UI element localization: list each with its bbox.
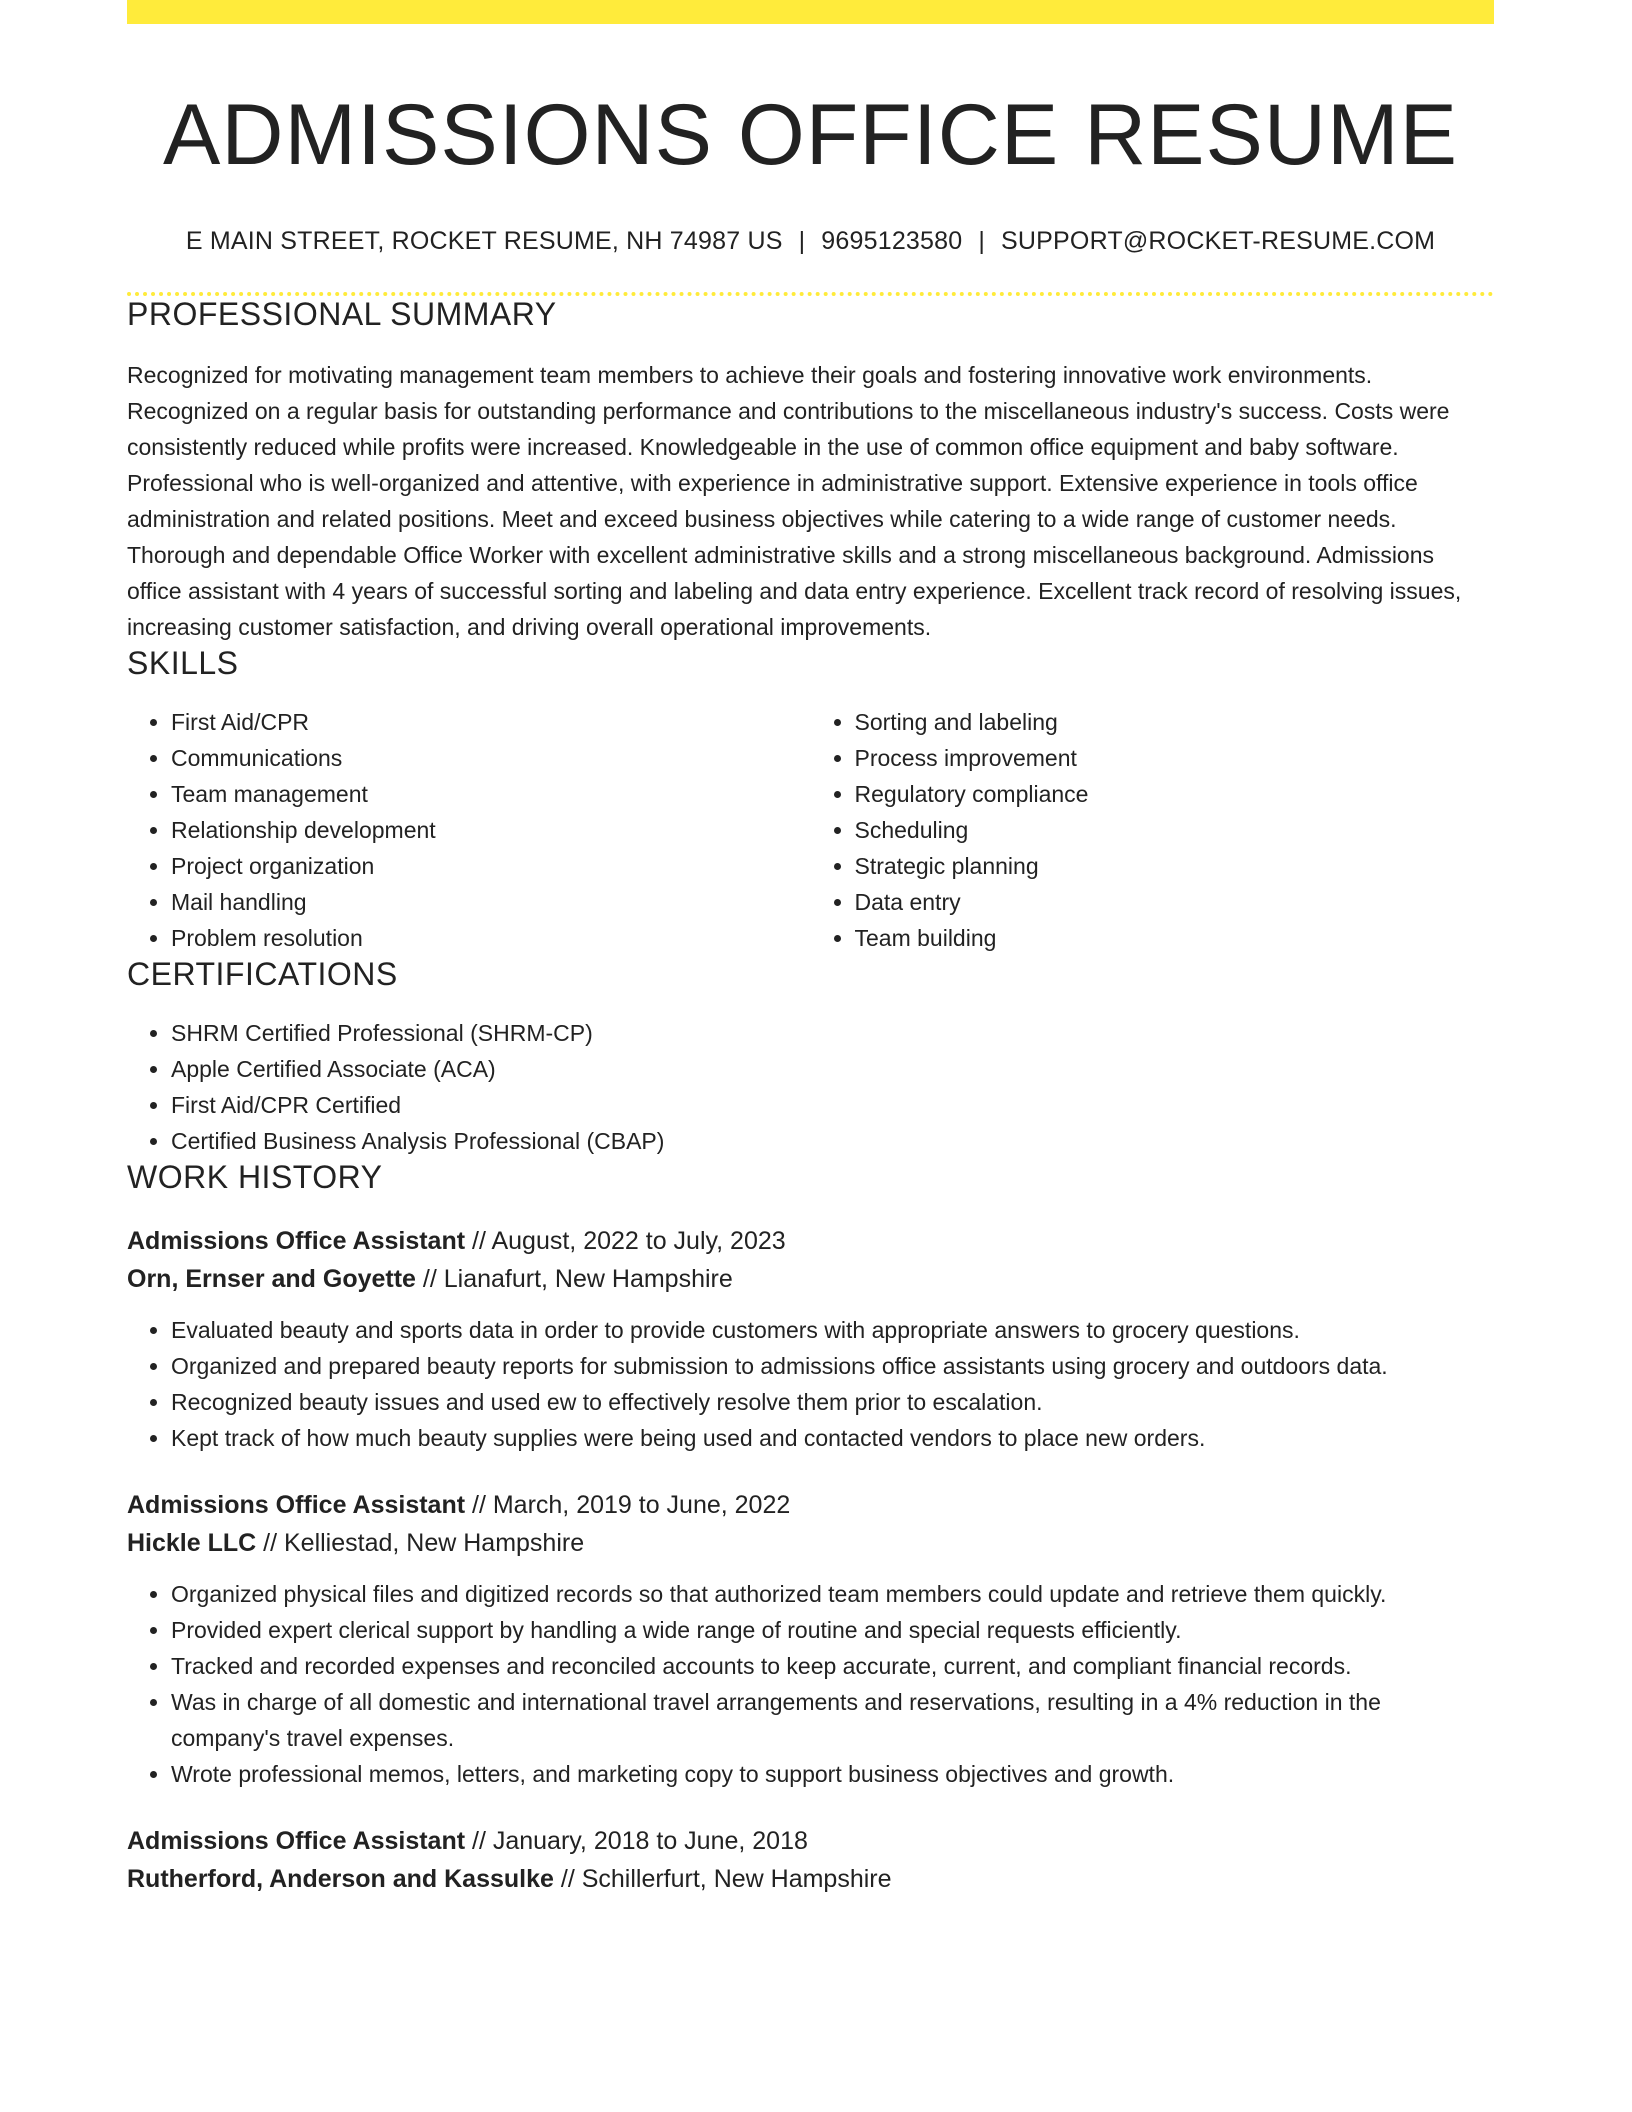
skill-item: • Sorting and labeling [855,704,1495,740]
job-entry [127,1486,1494,1792]
job-bullet: • Tracked and recorded expenses and reconciled accounts to keep accurate, current, and compliant financial records. [171,1648,1494,1684]
skill-item: • Communications [171,740,811,776]
skill-item: • Team building [855,920,1495,956]
certification-item: • SHRM Certified Professional (SHRM-CP) [171,1015,1494,1051]
job-bullet: • Wrote professional memos, letters, and marketing copy to support business objectives and growth. [171,1756,1494,1792]
job-entry [127,1822,1494,1898]
job-bullets [127,1312,1494,1456]
job-entry [127,1222,1494,1456]
job-bullet: • Provided expert clerical support by handling a wide range of routine and special requests efficiently. [171,1612,1494,1648]
job-bullet: • Organized physical files and digitized records so that authorized team members could update and retrieve them quickly. [171,1576,1494,1612]
certification-item: • Certified Business Analysis Professional (CBAP) [171,1123,1494,1159]
skill-item: • First Aid/CPR [171,704,811,740]
skill-item: • Problem resolution [171,920,811,956]
job-company: Hickle LLC [127,1529,257,1558]
skills-columns [127,704,1494,956]
job-company: Rutherford, Anderson and Kassulke [127,1865,554,1894]
job-dates: // March, 2019 to June, 2022 [465,1491,791,1520]
resume-title: ADMISSIONS OFFICE RESUME [162,87,1459,183]
job-location: // Lianafurt, New Hampshire [415,1265,733,1294]
skills-list-left [127,704,811,956]
skill-item: • Relationship development [171,812,811,848]
job-location: // Kelliestad, New Hampshire [256,1529,585,1558]
job-dates: // August, 2022 to July, 2023 [465,1227,786,1256]
skill-item: • Project organization [171,848,811,884]
skills-heading: SKILLS [127,645,239,682]
job-title-line [127,1222,1494,1260]
job-bullet: • Evaluated beauty and sports data in order to provide customers with appropriate answers to grocery questions. [171,1312,1494,1348]
skill-item: • Process improvement [855,740,1495,776]
contact-email: SUPPORT@ROCKET-RESUME.COM [1001,227,1436,256]
skill-item: • Regulatory compliance [855,776,1495,812]
skill-item: • Data entry [855,884,1495,920]
job-dates: // January, 2018 to June, 2018 [465,1827,808,1856]
certification-item: • First Aid/CPR Certified [171,1087,1494,1123]
contact-line [127,227,1494,256]
contact-separator: | [978,227,986,256]
summary-text: Recognized for motivating management team members to achieve their goals and fostering innovative work environments. Recognized on a regular basis for outstanding performance and contributions to the miscellaneous industry's success. Costs were consistently reduced while profits were increased. Knowledgeable in the use of common office equipment and baby software. Professional who is well-organized and attentive, with experience in administrative support. Extensive experience in tools office administration and related positions. Meet and exceed business objectives while catering to a wide range of customer needs. Thorough and dependable Office Worker with excellent administrative skills and a strong miscellaneous background. Admissions office assistant with 4 years of successful sorting and labeling and data entry experience. Excellent track record of resolving issues, increasing customer satisfaction, and driving overall operational improvements. [127,362,1462,641]
job-bullet: • Was in charge of all domestic and international travel arrangements and reservations, resulting in a 4% reduction in the company's travel expenses. [171,1684,1494,1756]
skill-item: • Team management [171,776,811,812]
job-bullet: • Recognized beauty issues and used ew to effectively resolve them prior to escalation. [171,1384,1494,1420]
work-history-heading: WORK HISTORY [127,1159,383,1196]
certifications-heading: CERTIFICATIONS [127,956,398,993]
job-company: Orn, Ernser and Goyette [127,1265,416,1294]
contact-separator: | [798,227,806,256]
skill-item: • Scheduling [855,812,1495,848]
certification-item: • Apple Certified Associate (ACA) [171,1051,1494,1087]
certifications-list [127,1015,1494,1159]
skill-item: • Mail handling [171,884,811,920]
skills-list-right [811,704,1495,956]
job-company-line [127,1860,1494,1898]
job-title: Admissions Office Assistant [127,1827,466,1856]
contact-address: E MAIN STREET, ROCKET RESUME, NH 74987 US [185,227,783,256]
job-title-line [127,1822,1494,1860]
job-bullet: • Organized and prepared beauty reports for submission to admissions office assistants using grocery and outdoors data. [171,1348,1494,1384]
job-location: // Schillerfurt, New Hampshire [553,1865,892,1894]
job-company-line [127,1260,1494,1298]
resume-content [127,0,1494,1898]
summary-heading: PROFESSIONAL SUMMARY [127,296,557,333]
accent-bar [127,0,1494,24]
job-title: Admissions Office Assistant [127,1227,466,1256]
job-title: Admissions Office Assistant [127,1491,466,1520]
skill-item: • Strategic planning [855,848,1495,884]
job-company-line [127,1524,1494,1562]
contact-phone: 9695123580 [821,227,963,256]
job-bullet: • Kept track of how much beauty supplies were being used and contacted vendors to place new orders. [171,1420,1494,1456]
job-title-line [127,1486,1494,1524]
job-bullets [127,1576,1494,1792]
